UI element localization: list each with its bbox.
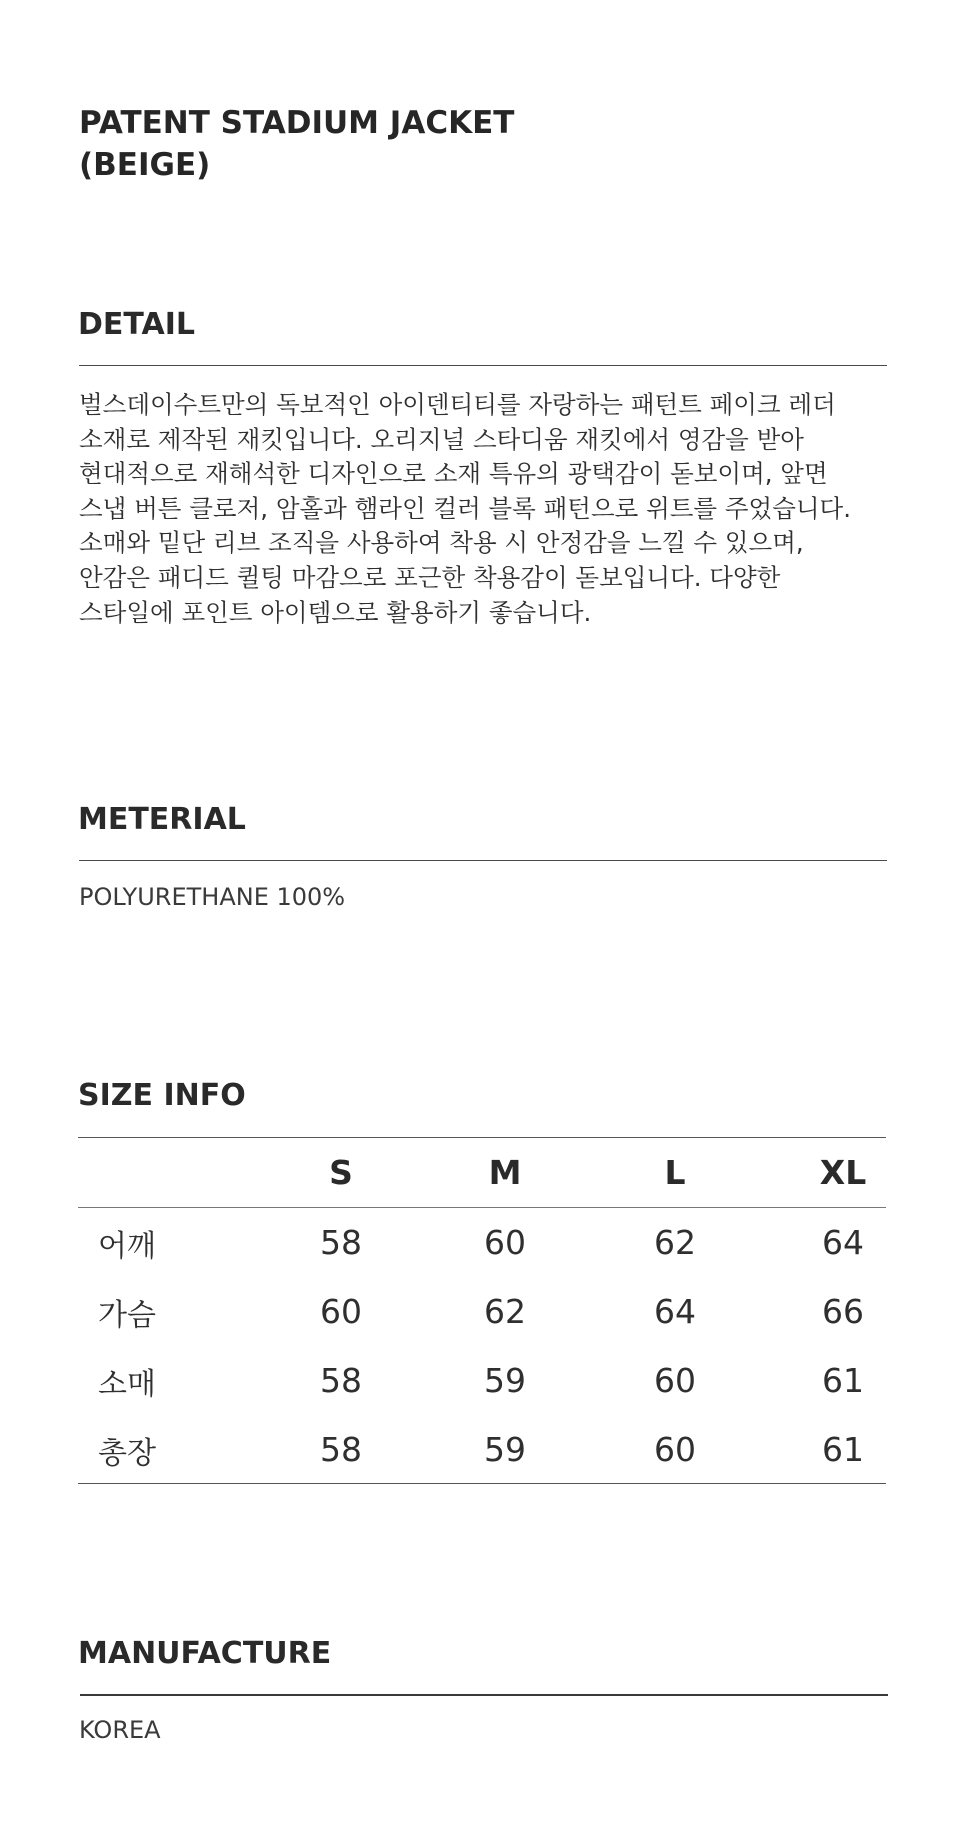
table-cell: 60 [484,1223,526,1262]
size-info-heading: SIZE INFO [78,1078,246,1113]
size-column-m: M [488,1152,522,1192]
product-title-line-1: PATENT STADIUM JACKET [79,105,515,141]
table-cell: 61 [822,1430,864,1469]
table-row [78,1346,886,1415]
size-column-l: L [664,1152,686,1192]
material-divider [79,860,887,861]
table-cell: 60 [654,1361,696,1400]
detail-line: 소재로 제작된 재킷입니다. 오리지널 스타디움 재킷에서 영감을 받아 [79,424,804,454]
table-cell: 58 [320,1361,362,1400]
table-cell: 64 [654,1292,696,1331]
size-column-s: S [329,1152,353,1192]
table-cell: 62 [654,1223,696,1262]
detail-line: 벌스데이수트만의 독보적인 아이덴티티를 자랑하는 패턴트 페이크 레더 [79,390,836,419]
table-cell: 60 [654,1430,696,1469]
table-cell: 59 [484,1430,526,1469]
manufacture-heading: MANUFACTURE [78,1636,332,1671]
table-row [78,1415,886,1484]
row-label: 총장 [98,1435,156,1471]
product-title-line-2: (BEIGE) [79,147,211,183]
table-cell: 59 [484,1361,526,1400]
product-title [79,102,514,186]
detail-description [79,388,909,630]
size-table-body [78,1207,886,1484]
size-table-bottom-border [78,1483,886,1484]
material-value: POLYURETHANE 100% [79,883,346,911]
material-heading: METERIAL [78,802,246,837]
detail-line: 안감은 패디드 퀼팅 마감으로 포근한 착용감이 돋보입니다. 다양한 [79,562,781,592]
size-table-header-row [78,1137,886,1207]
detail-line: 소매와 밑단 리브 조직을 사용하여 착용 시 안정감을 느낄 수 있으며, [79,528,804,558]
table-cell: 58 [320,1430,362,1469]
manufacture-value: KOREA [79,1716,161,1744]
detail-divider [79,365,887,366]
row-label: 소매 [98,1366,156,1402]
row-label: 어깨 [98,1228,156,1264]
table-row [78,1208,886,1277]
table-row [78,1277,886,1346]
detail-line: 현대적으로 재해석한 디자인으로 소재 특유의 광택감이 돋보이며, 앞면 [79,459,828,489]
manufacture-divider [80,1694,888,1696]
detail-line: 스냅 버튼 클로저, 암홀과 햄라인 컬러 블록 패턴으로 위트를 주었습니다. [79,493,852,523]
table-cell: 60 [320,1292,362,1331]
table-cell: 58 [320,1223,362,1262]
table-cell: 64 [822,1223,864,1262]
table-cell: 66 [822,1292,864,1331]
row-label: 가슴 [98,1297,156,1333]
table-cell: 61 [822,1361,864,1400]
table-cell: 62 [484,1292,526,1331]
detail-heading: DETAIL [78,307,196,342]
size-table [78,1137,886,1484]
detail-line: 스타일에 포인트 아이템으로 활용하기 좋습니다. [79,597,592,627]
size-column-xl: XL [819,1152,867,1192]
